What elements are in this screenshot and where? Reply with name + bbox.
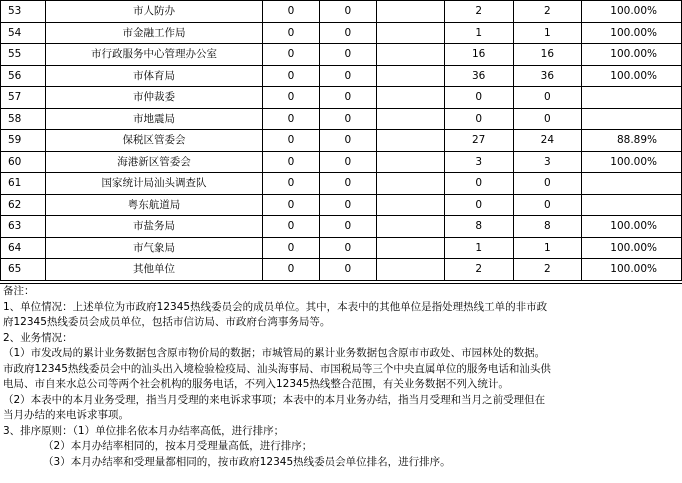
unit-name: 海港新区管委会 <box>45 151 262 173</box>
table-row <box>1 194 682 216</box>
completed-count: 8 <box>513 216 582 238</box>
completed-count: 2 <box>513 1 582 23</box>
table-row <box>1 216 682 238</box>
unit-name: 市气象局 <box>45 237 262 259</box>
unit-name: 市地震局 <box>45 108 262 130</box>
col-a-value: 0 <box>263 108 320 130</box>
remarks-line: （1）市发改局的累计业务数据包含原市物价局的数据；市城管局的累计业务数据包含原市市政处、市园林处的数据。 <box>3 347 546 359</box>
col-a-value: 0 <box>263 44 320 66</box>
completion-rate <box>582 108 682 130</box>
completion-rate: 100.00% <box>582 237 682 259</box>
completion-rate: 100.00% <box>582 22 682 44</box>
stats-table-body <box>1 1 682 281</box>
remarks-line: 2、业务情况： <box>3 331 73 344</box>
remarks-line: 当月办结的来电诉求事项。 <box>3 409 129 421</box>
received-count: 8 <box>444 216 513 238</box>
col-a-value: 0 <box>263 1 320 23</box>
col-a-value: 0 <box>263 173 320 195</box>
col-b-value: 0 <box>319 173 376 195</box>
completed-count: 1 <box>513 22 582 44</box>
completion-rate: 88.89% <box>582 130 682 152</box>
row-number: 62 <box>1 194 46 216</box>
table-row <box>1 259 682 281</box>
row-number: 55 <box>1 44 46 66</box>
row-number: 64 <box>1 237 46 259</box>
col-a-value: 0 <box>263 151 320 173</box>
unit-name: 市盐务局 <box>45 216 262 238</box>
blank-cell <box>376 259 444 281</box>
row-number: 57 <box>1 87 46 109</box>
remarks-line: 市政府12345热线委员会中的汕头出入境检验检疫局、汕头海事局、市国税局等三个中央直属单位的服务电话和汕头供 <box>3 362 551 375</box>
row-number: 60 <box>1 151 46 173</box>
unit-name: 其他单位 <box>45 259 262 281</box>
col-b-value: 0 <box>319 22 376 44</box>
completion-rate <box>582 87 682 109</box>
completed-count: 0 <box>513 194 582 216</box>
row-number: 56 <box>1 65 46 87</box>
col-a-value: 0 <box>263 216 320 238</box>
blank-cell <box>376 108 444 130</box>
completed-count: 36 <box>513 65 582 87</box>
col-b-value: 0 <box>319 1 376 23</box>
unit-name: 粤东航道局 <box>45 194 262 216</box>
table-row <box>1 22 682 44</box>
row-number: 63 <box>1 216 46 238</box>
unit-name: 市仲裁委 <box>45 87 262 109</box>
row-number: 58 <box>1 108 46 130</box>
unit-name: 国家统计局汕头调查队 <box>45 173 262 195</box>
table-row <box>1 108 682 130</box>
completed-count: 1 <box>513 237 582 259</box>
completion-rate: 100.00% <box>582 151 682 173</box>
col-a-value: 0 <box>263 22 320 44</box>
table-row <box>1 173 682 195</box>
received-count: 27 <box>444 130 513 152</box>
table-row <box>1 151 682 173</box>
col-a-value: 0 <box>263 65 320 87</box>
table-row <box>1 65 682 87</box>
received-count: 2 <box>444 259 513 281</box>
remarks-line: 电局、市自来水总公司等两个社会机构的服务电话，不列入12345热线整合范围，有关业务数据不列入统计。 <box>3 378 509 390</box>
received-count: 36 <box>444 65 513 87</box>
received-count: 1 <box>444 237 513 259</box>
completed-count: 24 <box>513 130 582 152</box>
col-a-value: 0 <box>263 259 320 281</box>
remarks-line: （2）本月办结率相同的，按本月受理量高低，进行排序； <box>3 440 313 452</box>
completion-rate: 100.00% <box>582 1 682 23</box>
col-b-value: 0 <box>319 87 376 109</box>
blank-cell <box>376 65 444 87</box>
blank-cell <box>376 216 444 238</box>
table-row <box>1 87 682 109</box>
received-count: 0 <box>444 87 513 109</box>
blank-cell <box>376 130 444 152</box>
completed-count: 0 <box>513 173 582 195</box>
blank-cell <box>376 87 444 109</box>
col-a-value: 0 <box>263 237 320 259</box>
col-a-value: 0 <box>263 130 320 152</box>
received-count: 3 <box>444 151 513 173</box>
blank-cell <box>376 151 444 173</box>
col-b-value: 0 <box>319 194 376 216</box>
col-b-value: 0 <box>319 44 376 66</box>
unit-name: 市金融工作局 <box>45 22 262 44</box>
remarks-line: （3）本月办结率和受理量都相同的，按市政府12345热线委员会单位排名，进行排序。 <box>3 455 451 468</box>
unit-name: 保税区管委会 <box>45 130 262 152</box>
received-count: 0 <box>444 108 513 130</box>
completion-rate <box>582 194 682 216</box>
received-count: 1 <box>444 22 513 44</box>
remarks-line: （2）本表中的本月业务受理，指当月受理的来电诉求事项；本表中的本月业务办结，指当月受理和当月之前受理但在 <box>3 393 546 406</box>
completed-count: 0 <box>513 87 582 109</box>
blank-cell <box>376 44 444 66</box>
remarks-heading: 备注： <box>3 285 35 297</box>
completed-count: 2 <box>513 259 582 281</box>
received-count: 0 <box>444 194 513 216</box>
col-b-value: 0 <box>319 216 376 238</box>
remarks-line: 1、单位情况：上述单位为市政府12345热线委员会的成员单位。其中，本表中的其他单位是指处理热线工单的非市政 <box>3 300 548 313</box>
col-a-value: 0 <box>263 87 320 109</box>
remarks-line: 府12345热线委员会成员单位，包括市信访局、市政府台湾事务局等。 <box>3 316 331 328</box>
completed-count: 16 <box>513 44 582 66</box>
col-b-value: 0 <box>319 151 376 173</box>
received-count: 2 <box>444 1 513 23</box>
completion-rate: 100.00% <box>582 65 682 87</box>
completed-count: 3 <box>513 151 582 173</box>
unit-name: 市人防办 <box>45 1 262 23</box>
blank-cell <box>376 22 444 44</box>
row-number: 54 <box>1 22 46 44</box>
blank-cell <box>376 194 444 216</box>
table-row <box>1 1 682 23</box>
col-b-value: 0 <box>319 108 376 130</box>
remarks-section <box>3 284 678 470</box>
table-row <box>1 130 682 152</box>
completed-count: 0 <box>513 108 582 130</box>
completion-rate: 100.00% <box>582 259 682 281</box>
completion-rate: 100.00% <box>582 216 682 238</box>
col-a-value: 0 <box>263 194 320 216</box>
row-number: 61 <box>1 173 46 195</box>
blank-cell <box>376 173 444 195</box>
completion-rate: 100.00% <box>582 44 682 66</box>
row-number: 65 <box>1 259 46 281</box>
received-count: 16 <box>444 44 513 66</box>
received-count: 0 <box>444 173 513 195</box>
blank-cell <box>376 1 444 23</box>
unit-name: 市行政服务中心管理办公室 <box>45 44 262 66</box>
col-b-value: 0 <box>319 130 376 152</box>
blank-cell <box>376 237 444 259</box>
unit-name: 市体育局 <box>45 65 262 87</box>
col-b-value: 0 <box>319 237 376 259</box>
row-number: 53 <box>1 1 46 23</box>
col-b-value: 0 <box>319 65 376 87</box>
table-row <box>1 237 682 259</box>
completion-rate <box>582 173 682 195</box>
remarks-line: 3、排序原则：（1）单位排名依本月办结率高低，进行排序； <box>3 424 285 437</box>
col-b-value: 0 <box>319 259 376 281</box>
row-number: 59 <box>1 130 46 152</box>
table-row <box>1 44 682 66</box>
